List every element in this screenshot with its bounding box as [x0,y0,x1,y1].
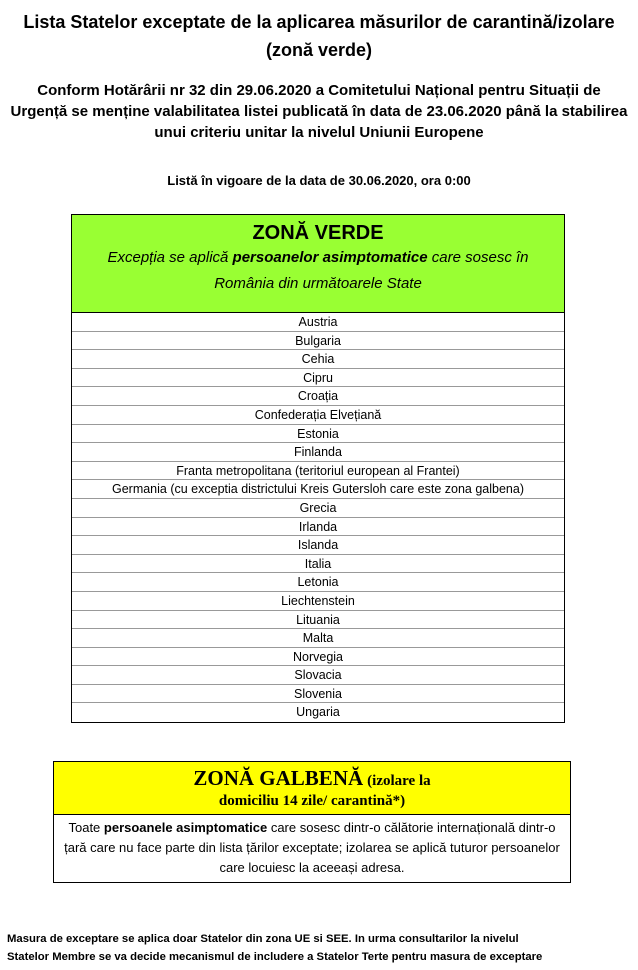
country-row: Grecia [72,499,564,518]
yellow-zone-description [54,815,570,882]
yellow-zone-header [54,762,570,815]
green-zone-desc-start: Excepția se aplică [107,249,233,266]
green-zone-table [71,214,565,723]
green-zone-header [72,215,564,313]
country-row: Austria [72,313,564,332]
country-row: Slovenia [72,685,564,704]
country-row: Malta [72,629,564,648]
page-title-line-1: Lista Statelor exceptate de la aplicarea măsurilor de carantină/izolare [23,12,615,32]
yellow-zone-subtitle-2: domiciliu 14 zile/ carantină*) [218,793,406,809]
country-row: Islanda [72,536,564,555]
green-zone-description [72,245,564,297]
country-row: Finlanda [72,443,564,462]
country-row: Norvegia [72,648,564,667]
country-row: Croația [72,387,564,406]
country-row: Letonia [72,573,564,592]
country-row: Bulgaria [72,332,564,351]
yellow-zone-text-end: care sosesc dintr-o călătorie internațională dintr-o țară care nu face parte din lista țărilor exceptate; izolarea se aplică tuturor persoanelor care locuiesc la aceeași adresa. [64,820,560,875]
yellow-zone-table [53,761,571,883]
footer-note-line-1: Masura de exceptare se aplica doar Statelor din zona UE si SEE. In urma consultarilor la nivelul [7,933,519,945]
country-row: Liechtenstein [72,592,564,611]
page-title-line-2: (zonă verde) [265,40,373,60]
country-list [72,313,564,722]
country-row: Confederația Elvețiană [72,406,564,425]
footer-note [7,930,633,966]
country-row: Lituania [72,611,564,630]
page-title [0,8,638,64]
yellow-zone-text-bold: persoanele asimptomatice [103,820,268,835]
country-row: Germania (cu exceptia districtului Kreis Gutersloh care este zona galbena) [72,480,564,499]
footer-note-line-2: Statelor Membre se va decide mecanismul de includere a Statelor Terte pentru masura de exceptare [7,951,543,963]
validity-date: Listă în vigoare de la data de 30.06.2020, ora 0:00 [167,173,471,188]
country-row: Cipru [72,369,564,388]
country-row: Irlanda [72,518,564,537]
green-zone-title: ZONĂ VERDE [252,222,384,244]
country-row: Cehia [72,350,564,369]
country-row: Ungaria [296,705,340,720]
country-row: Franta metropolitana (teritoriul european al Frantei) [72,462,564,481]
decision-notice: Conform Hotărârii nr 32 din 29.06.2020 a Comitetului Național pentru Situații de Urgență se menține valabilitatea listei publicată în data de 23.06.2020 până la stabilirea unui criteriu unitar la nivelul Uniunii Europene [10,82,628,141]
yellow-zone-text-start: Toate [68,820,104,835]
yellow-zone-title: ZONĂ GALBENĂ [193,766,364,790]
country-row: Italia [72,555,564,574]
green-zone-desc-bold: persoanelor asimptomatice [232,249,428,266]
country-row: Slovacia [72,666,564,685]
country-row: Estonia [72,425,564,444]
yellow-zone-subtitle-1: (izolare la [367,773,431,789]
green-zone-desc-end: care sosesc în România din următoarele State [214,249,529,292]
